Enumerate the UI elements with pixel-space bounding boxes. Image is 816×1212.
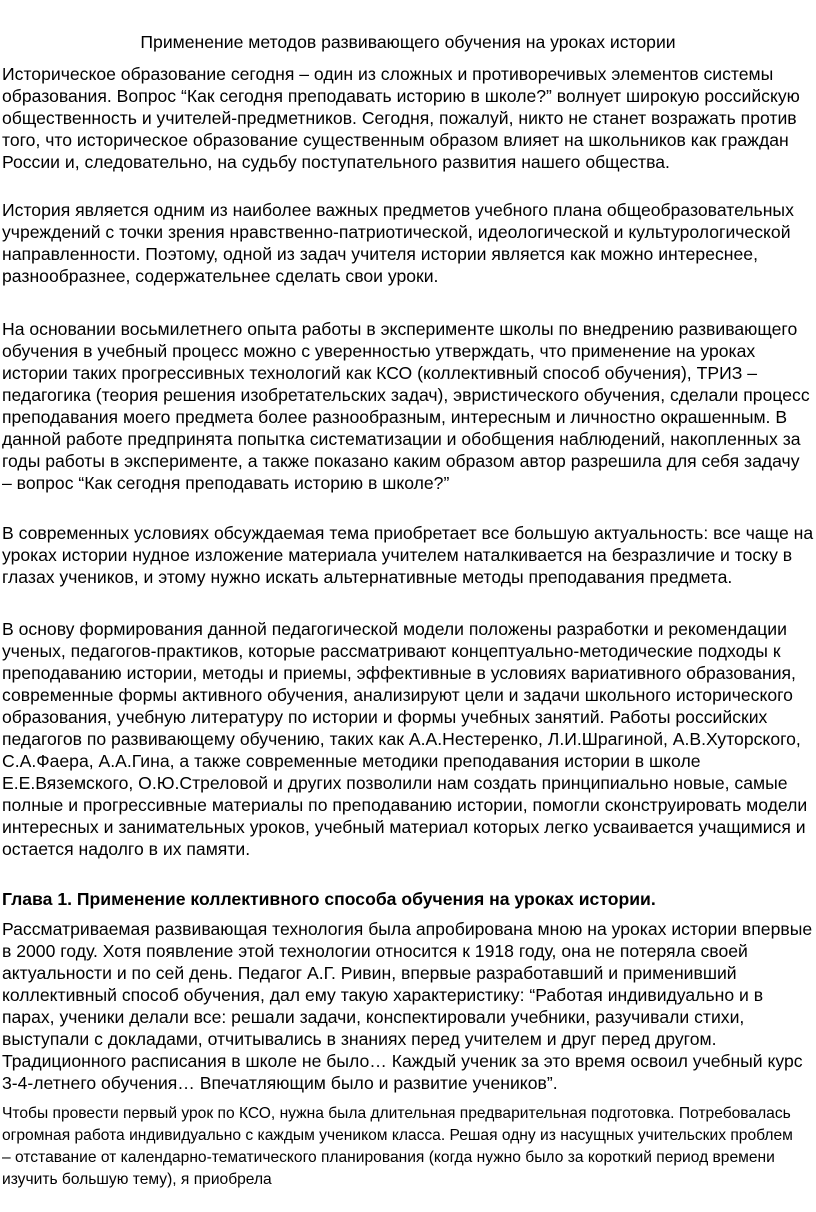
paragraph-intro: Историческое образование сегодня – один из сложных и противоречивых элементов системы образования. Вопрос “Как сегодня преподавать историю в школе?” волнует широкую российскую общественность и учителей-предметников. Сегодня, пожалуй, никто не станет возражать против того, что историческое образование существенным образом влияет на школьников как граждан России и, следовательно, на судьбу поступательного развития нашего общества. [2, 64, 800, 172]
paragraph-kso-history: Рассматриваемая развивающая технология была апробирована мною на уроках истории впервые в 2000 году. Хотя появление этой технологии относится к 1918 году, она не потеряла своей актуальности и по сей день. Педагог А.Г. Ривин, впервые разработавший и применивший коллективный способ обучения, дал ему такую характеристику: “Работая индивидуально и в парах, ученики делали все: решали задачи, конспектировали учебники, разучивали стихи, выступали с докладами, отчитывались в знаниях перед учителем и друг перед другом. Традиционного расписания в школе не было… Каждый ученик за это время освоил учебный курс 3-4-летнего обучения… Впечатляющим было и развитие учеников”. [2, 919, 813, 1093]
paragraph-relevance: В современных условиях обсуждаемая тема приобретает все большую актуальность: все чаще на уроках истории нудное изложение материала учителем наталкивается на безразличие и тоску в глазах учеников, и этому нужно искать альтернативные методы преподавания предмета. [2, 523, 814, 587]
paragraph-kso-preparation: Чтобы провести первый урок по КСО, нужна была длительная предварительная подготовка. Потребовалась огромная работа индивидуально с каждым учеником класса. Решая одну из насущных учительских проблем – отставание от календарно-тематического планирования (когда нужно было за короткий период времени изучить большую тему), я приобрела [2, 1105, 793, 1188]
paragraph-experience: На основании восьмилетнего опыта работы в эксперименте школы по внедрению развивающего обучения в учебный процесс можно с уверенностью утверждать, что применение на уроках истории таких прогрессивных технологий как КСО (коллективный способ обучения), ТРИЗ – педагогика (теория решения изобретательских задач), эвристического обучения, сделали процесс преподавания моего предмета более разнообразным, интересным и личностно окрашенным. В данной работе предпринята попытка систематизации и обобщения наблюдений, накопленных за годы работы в эксперименте, а также показано каким образом автор разрешила для себя задачу – вопрос “Как сегодня преподавать историю в школе?” [2, 319, 810, 493]
page-title: Применение методов развивающего обучения на уроках истории [140, 32, 676, 52]
paragraph-importance: История является одним из наиболее важных предметов учебного плана общеобразовательных учреждений с точки зрения нравственно-патриотической, идеологической и культурологической направленности. Поэтому, одной из задач учителя истории является как можно интереснее, разнообразнее, содержательнее сделать свои уроки. [2, 200, 794, 286]
chapter-heading: Глава 1. Применение коллективного способа обучения на уроках истории. [2, 889, 656, 909]
paragraph-foundation: В основу формирования данной педагогической модели положены разработки и рекомендации ученых, педагогов-практиков, которые рассматривают концептуально-методические подходы к преподаванию истории, методы и приемы, эффективные в условиях вариативного образования, современные формы активного обучения, анализируют цели и задачи школьного исторического образования, учебную литературу по истории и формы учебных занятий. Работы российских педагогов по развивающему обучению, таких как А.А.Нестеренко, Л.И.Шрагиной, А.В.Хуторского, С.А.Фаера, А.А.Гина, а также современные методики преподавания истории в школе Е.Е.Вяземского, О.Ю.Стреловой и других позволили нам создать принципиально новые, самые полные и прогрессивные материалы по преподаванию истории, помогли сконструировать модели интересных и занимательных уроков, учебный материал которых легко усваивается учащимися и остается надолго в их памяти. [2, 619, 808, 859]
